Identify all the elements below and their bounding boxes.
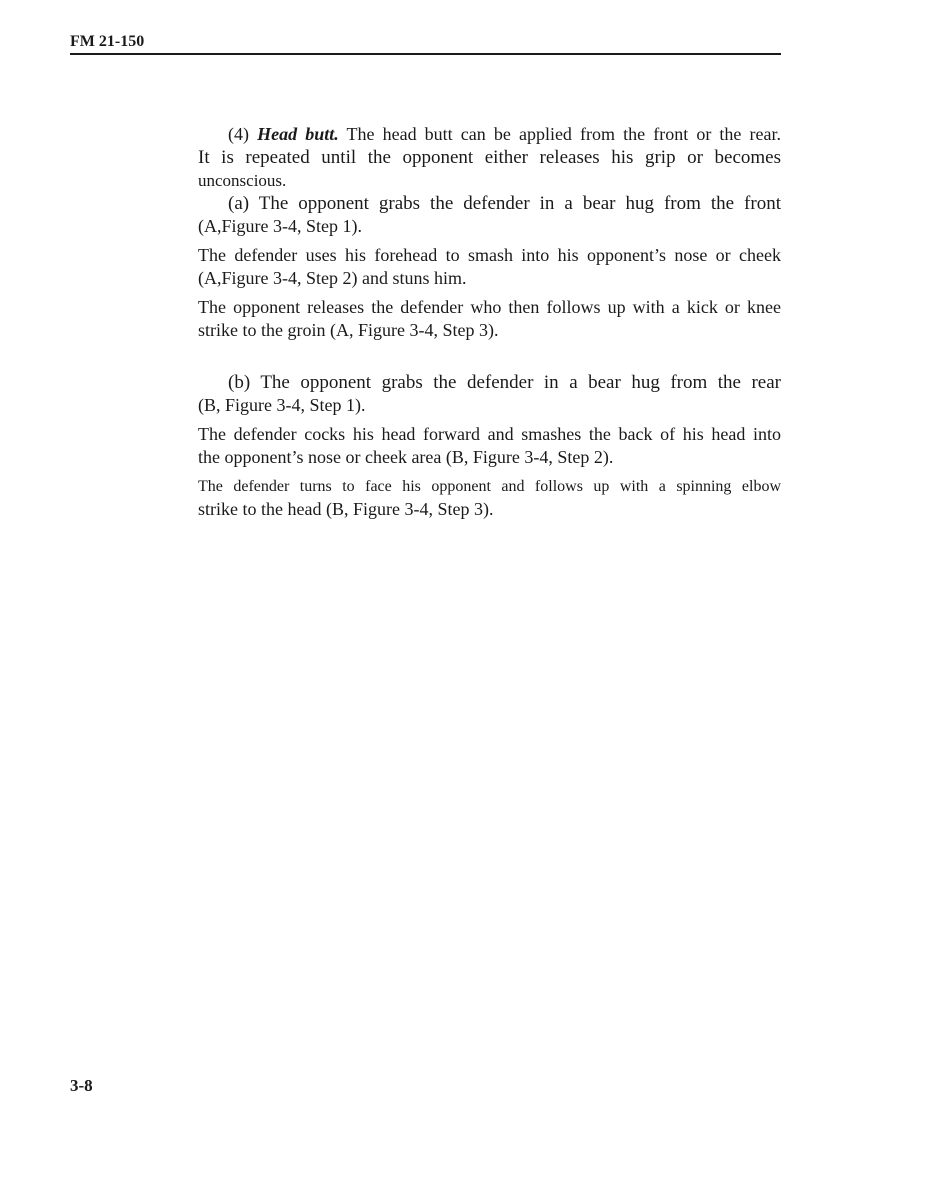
subparagraph-line: (a) The opponent grabs the defender in a bear hug from the front bbox=[228, 193, 781, 214]
step-text bbox=[198, 244, 781, 290]
subparagraph-line: (B, Figure 3-4, Step 1). bbox=[198, 395, 366, 415]
step-line: strike to the groin (A, Figure 3-4, Step 3). bbox=[198, 320, 499, 340]
subparagraph-b bbox=[198, 371, 781, 521]
paragraph-term: Head butt. bbox=[257, 124, 339, 144]
subparagraph-line: (b) The opponent grabs the defender in a bear hug from the rear bbox=[228, 372, 781, 393]
manual-id: FM 21-150 bbox=[70, 33, 145, 50]
paragraph-line: It is repeated until the opponent either releases his grip or becomes bbox=[198, 147, 781, 168]
step-line: the opponent’s nose or cheek area (B, Figure 3-4, Step 2). bbox=[198, 447, 614, 467]
step-text bbox=[198, 423, 781, 469]
step-line: The defender uses his forehead to smash into his opponent’s nose or cheek bbox=[198, 245, 781, 265]
step-line: (A,Figure 3-4, Step 2) and stuns him. bbox=[198, 268, 467, 288]
paragraph-number: (4) bbox=[228, 124, 249, 144]
subparagraph-line: (A,Figure 3-4, Step 1). bbox=[198, 216, 362, 236]
subparagraph-a bbox=[198, 192, 781, 342]
page-number: 3-8 bbox=[70, 1076, 93, 1095]
paragraph-line: unconscious. bbox=[198, 171, 287, 190]
paragraph-head-butt bbox=[198, 123, 781, 192]
step-line: The defender turns to face his opponent and follows up with a spinning elbow bbox=[198, 478, 781, 495]
step-line: strike to the head (B, Figure 3-4, Step 3). bbox=[198, 499, 494, 519]
paragraph-text: The head butt can be applied from the front or the rear. bbox=[346, 124, 781, 144]
step-text bbox=[198, 296, 781, 342]
page-body bbox=[198, 123, 781, 521]
step-line: The defender cocks his head forward and smashes the back of his head into bbox=[198, 424, 781, 444]
step-line: The opponent releases the defender who then follows up with a kick or knee bbox=[198, 297, 781, 317]
page-header bbox=[70, 33, 781, 55]
step-text bbox=[198, 475, 781, 521]
paragraph-line bbox=[198, 123, 781, 146]
